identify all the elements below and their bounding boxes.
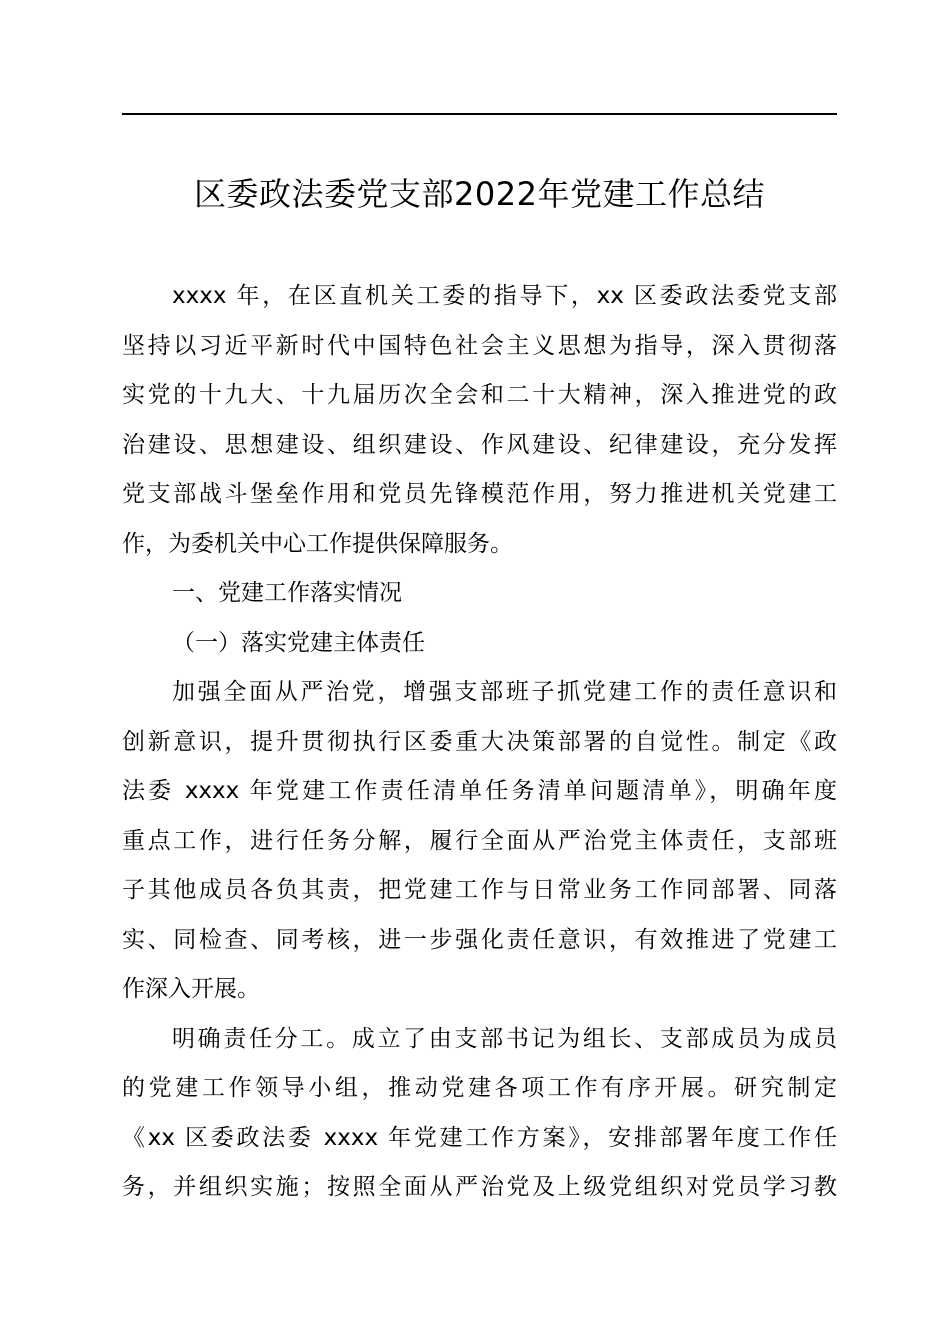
text-line: 的党建工作领导小组，推动党建各项工作有序开展。研究制定 xyxy=(122,1075,837,1101)
text-line: 明确责任分工。成立了由支部书记为组长、支部成员为成员 xyxy=(172,1025,837,1052)
text-line: 坚持以习近平新时代中国特色社会主义思想为指导，深入贯彻落 xyxy=(122,332,837,359)
text-line: 创新意识，提升贯彻执行区委重大决策部署的自觉性。制定《政 xyxy=(122,728,837,755)
text-line: 党支部战斗堡垒作用和党员先锋模范作用，努力推进机关党建工 xyxy=(122,481,837,507)
section-heading xyxy=(122,569,837,619)
text-line: 实党的十九大、十九届历次全会和二十大精神，深入推进党的政 xyxy=(122,382,837,408)
document-title: 区委政法委党支部2022年党建工作总结 xyxy=(194,175,765,213)
text-line: 子其他成员各负其责，把党建工作与日常业务工作同部署、同落 xyxy=(122,877,837,903)
text-line: 作，为委机关中心工作提供保障服务。 xyxy=(122,530,513,557)
paragraph-division xyxy=(122,1015,837,1213)
text-line: 作深入开展。 xyxy=(122,976,260,1002)
text-line: 重点工作，进行任务分解，履行全面从严治党主体责任，支部班 xyxy=(122,827,837,854)
document-body xyxy=(122,272,837,1213)
text-line: 加强全面从严治党，增强支部班子抓党建工作的责任意识和 xyxy=(172,679,837,705)
text-line: 治建设、思想建设、组织建设、作风建设、纪律建设，充分发挥 xyxy=(122,431,837,458)
text-line: （一）落实党建主体责任 xyxy=(172,629,425,656)
text-line: 法委 xxxx 年党建工作责任清单任务清单问题清单》，明确年度 xyxy=(122,778,837,804)
header-rule xyxy=(122,113,837,115)
paragraph-intro xyxy=(122,272,837,569)
text-line: 实、同检查、同考核，进一步强化责任意识，有效推进了党建工 xyxy=(122,926,837,953)
text-line: 《xx 区委政法委 xxxx 年党建工作方案》，安排部署年度工作任 xyxy=(122,1124,837,1151)
text-line: xxxx 年，在区直机关工委的指导下，xx 区委政法委党支部 xyxy=(172,283,837,309)
text-line: 一、党建工作落实情况 xyxy=(172,580,402,606)
subsection-heading xyxy=(122,619,837,669)
text-line: 务，并组织实施；按照全面从严治党及上级党组织对党员学习教 xyxy=(122,1174,837,1200)
paragraph-responsibility xyxy=(122,668,837,1015)
